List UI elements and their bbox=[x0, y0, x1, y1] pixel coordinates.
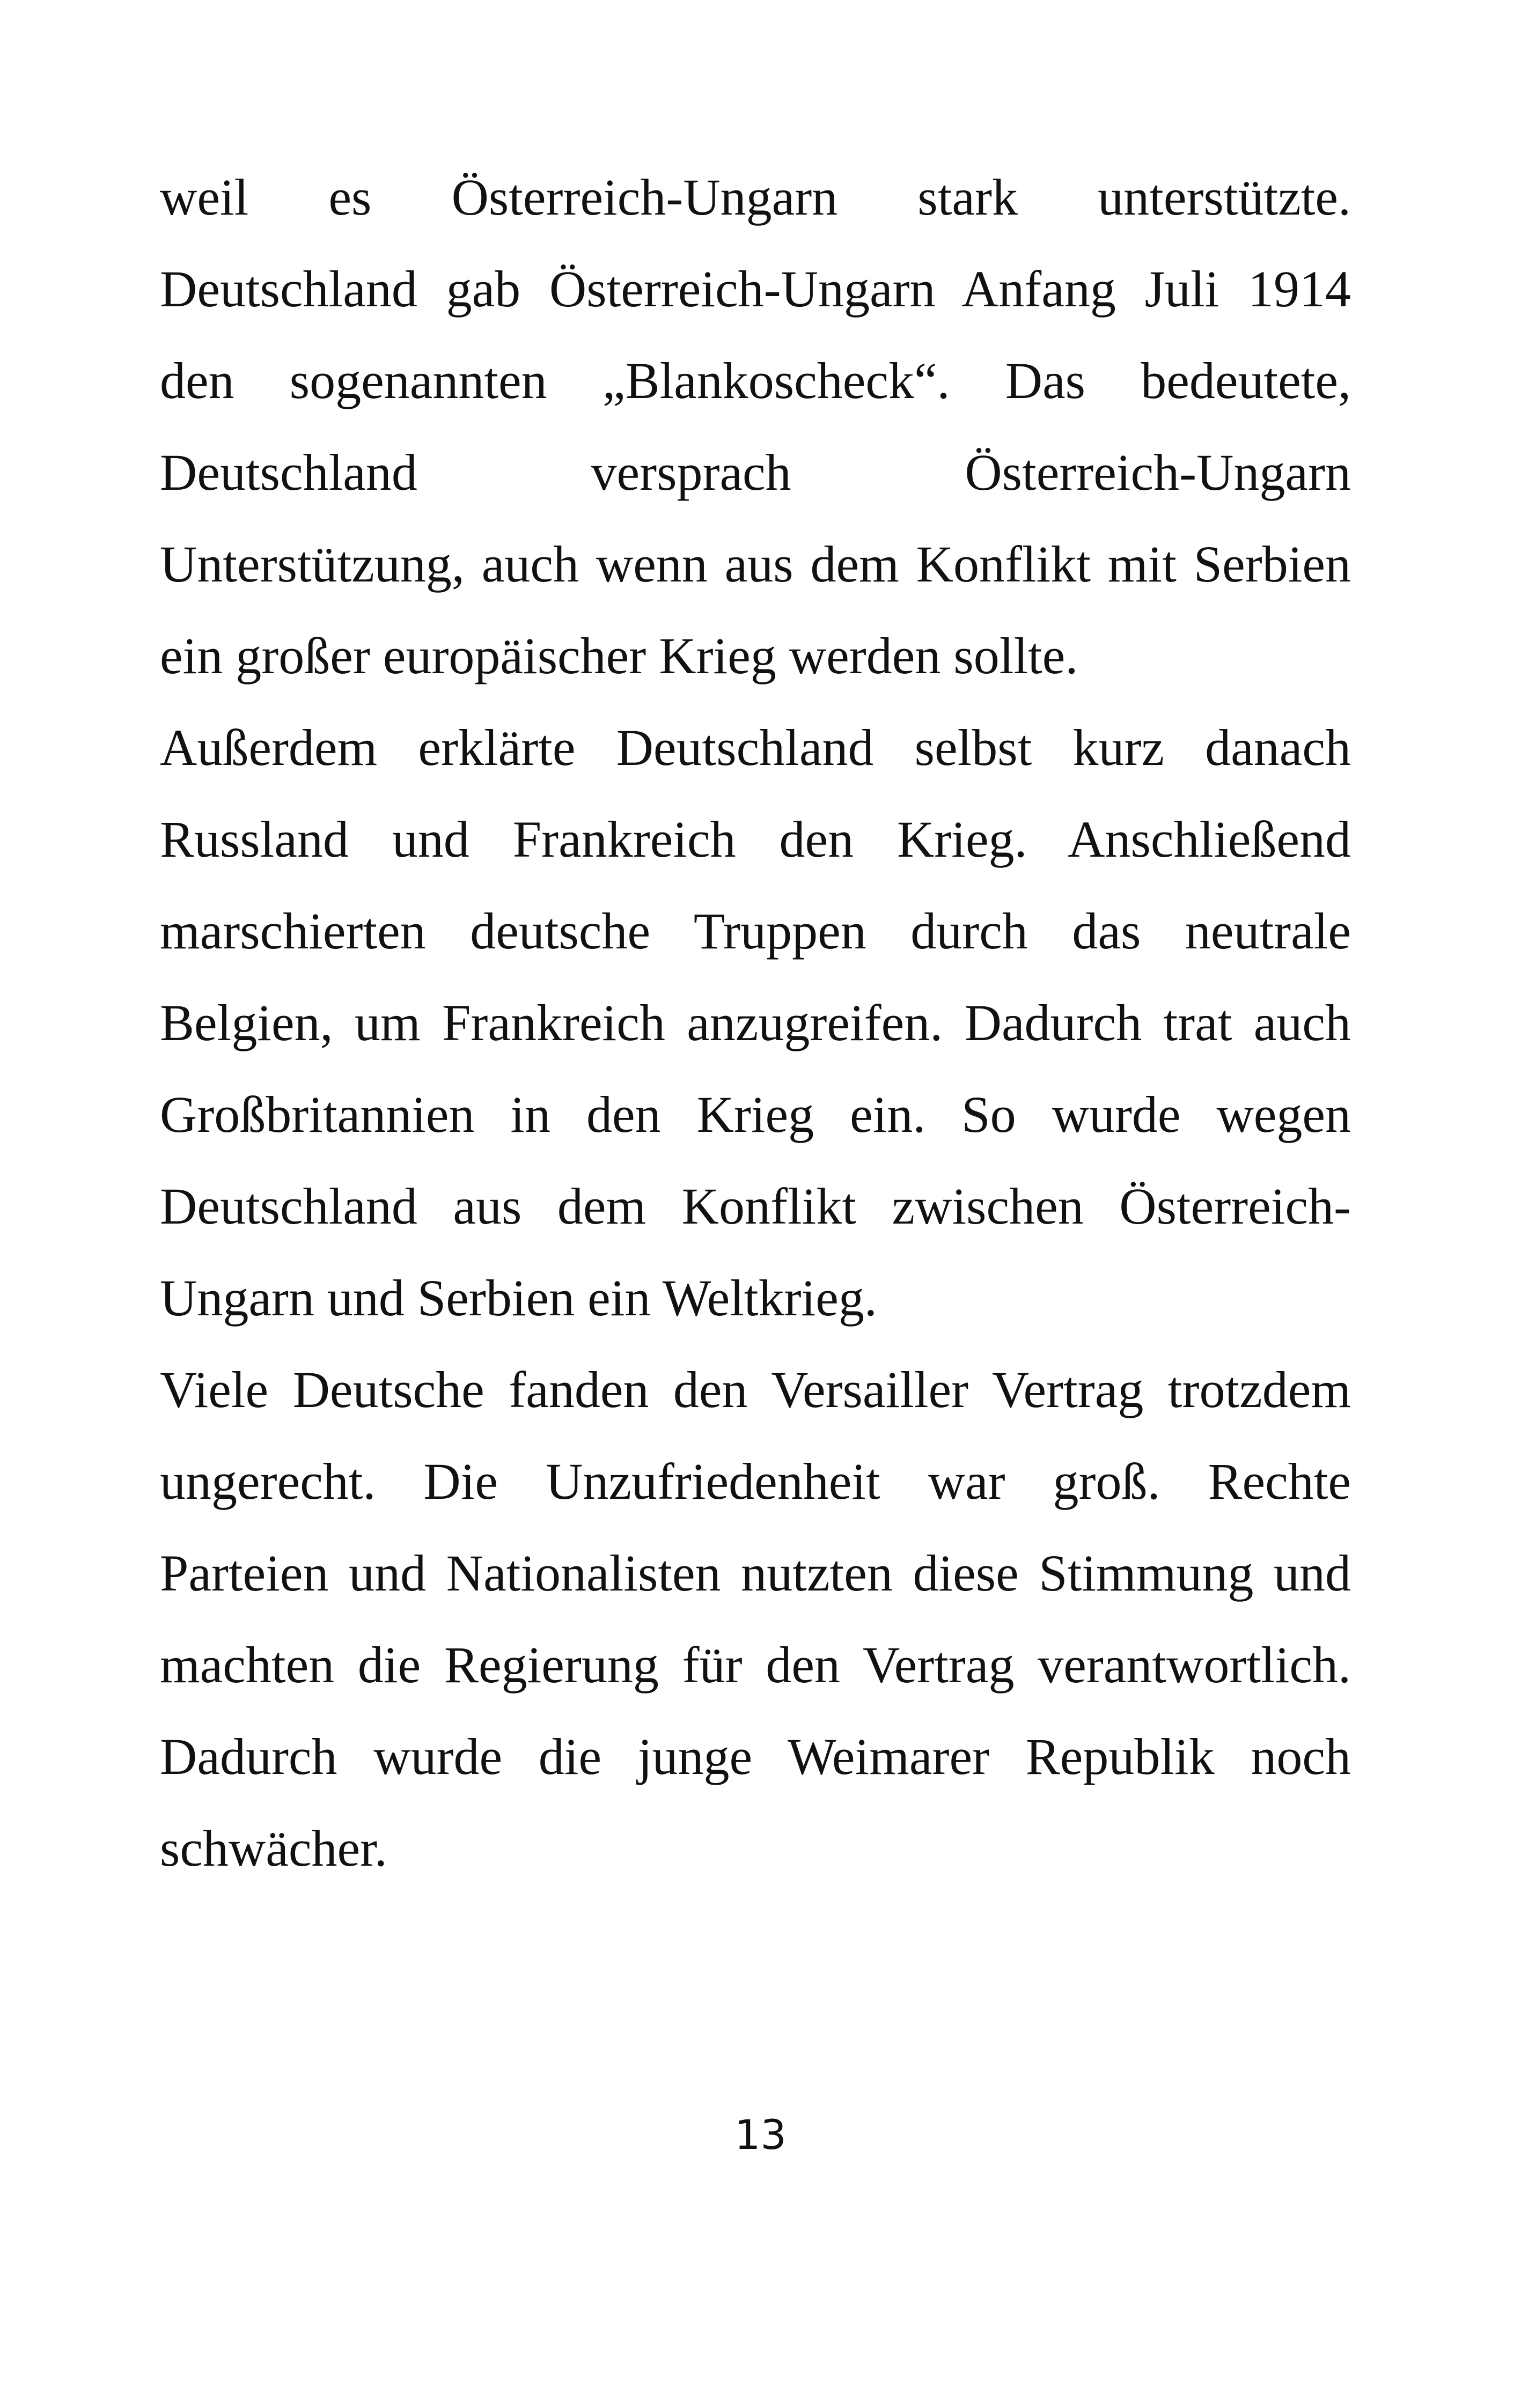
text-line: den sogenannten „Blankoscheck“. Das bedeutete, bbox=[160, 352, 1351, 409]
text-line: Ungarn und Serbien ein Weltkrieg. bbox=[160, 1269, 877, 1327]
text-line: ein großer europäischer Krieg werden sollte. bbox=[160, 627, 1078, 684]
text-line: Parteien und Nationalisten nutzten diese Stimmung und bbox=[160, 1544, 1351, 1602]
text-line: Unterstützung, auch wenn aus dem Konflikt mit Serbien bbox=[160, 535, 1351, 593]
text-line: Außerdem erklärte Deutschland selbst kurz danach bbox=[160, 719, 1351, 776]
text-line: Dadurch wurde die junge Weimarer Republik noch bbox=[160, 1728, 1351, 1785]
paragraph-1 bbox=[160, 151, 1351, 702]
text-line: Viele Deutsche fanden den Versailler Vertrag trotzdem bbox=[160, 1361, 1351, 1418]
paragraph-2 bbox=[160, 702, 1351, 1344]
paragraph-3 bbox=[160, 1344, 1351, 1894]
text-line: Deutschland versprach Österreich-Ungarn bbox=[160, 444, 1351, 501]
body-text bbox=[160, 151, 1351, 1894]
page-number: 13 bbox=[734, 2111, 787, 2159]
text-line: Deutschland gab Österreich-Ungarn Anfang Juli 1914 bbox=[160, 260, 1351, 318]
text-line: ungerecht. Die Unzufriedenheit war groß. Rechte bbox=[160, 1453, 1351, 1510]
text-line: Belgien, um Frankreich anzugreifen. Dadurch trat auch bbox=[160, 994, 1351, 1051]
text-line: Großbritannien in den Krieg ein. So wurde wegen bbox=[160, 1086, 1351, 1143]
text-line: Deutschland aus dem Konflikt zwischen Österreich- bbox=[160, 1177, 1351, 1235]
text-line: weil es Österreich-Ungarn stark unterstützte. bbox=[160, 168, 1351, 226]
text-line: machten die Regierung für den Vertrag verantwortlich. bbox=[160, 1636, 1351, 1693]
text-line: marschierten deutsche Truppen durch das neutrale bbox=[160, 902, 1351, 960]
text-line: Russland und Frankreich den Krieg. Anschließend bbox=[160, 811, 1351, 868]
text-line: schwächer. bbox=[160, 1820, 387, 1877]
